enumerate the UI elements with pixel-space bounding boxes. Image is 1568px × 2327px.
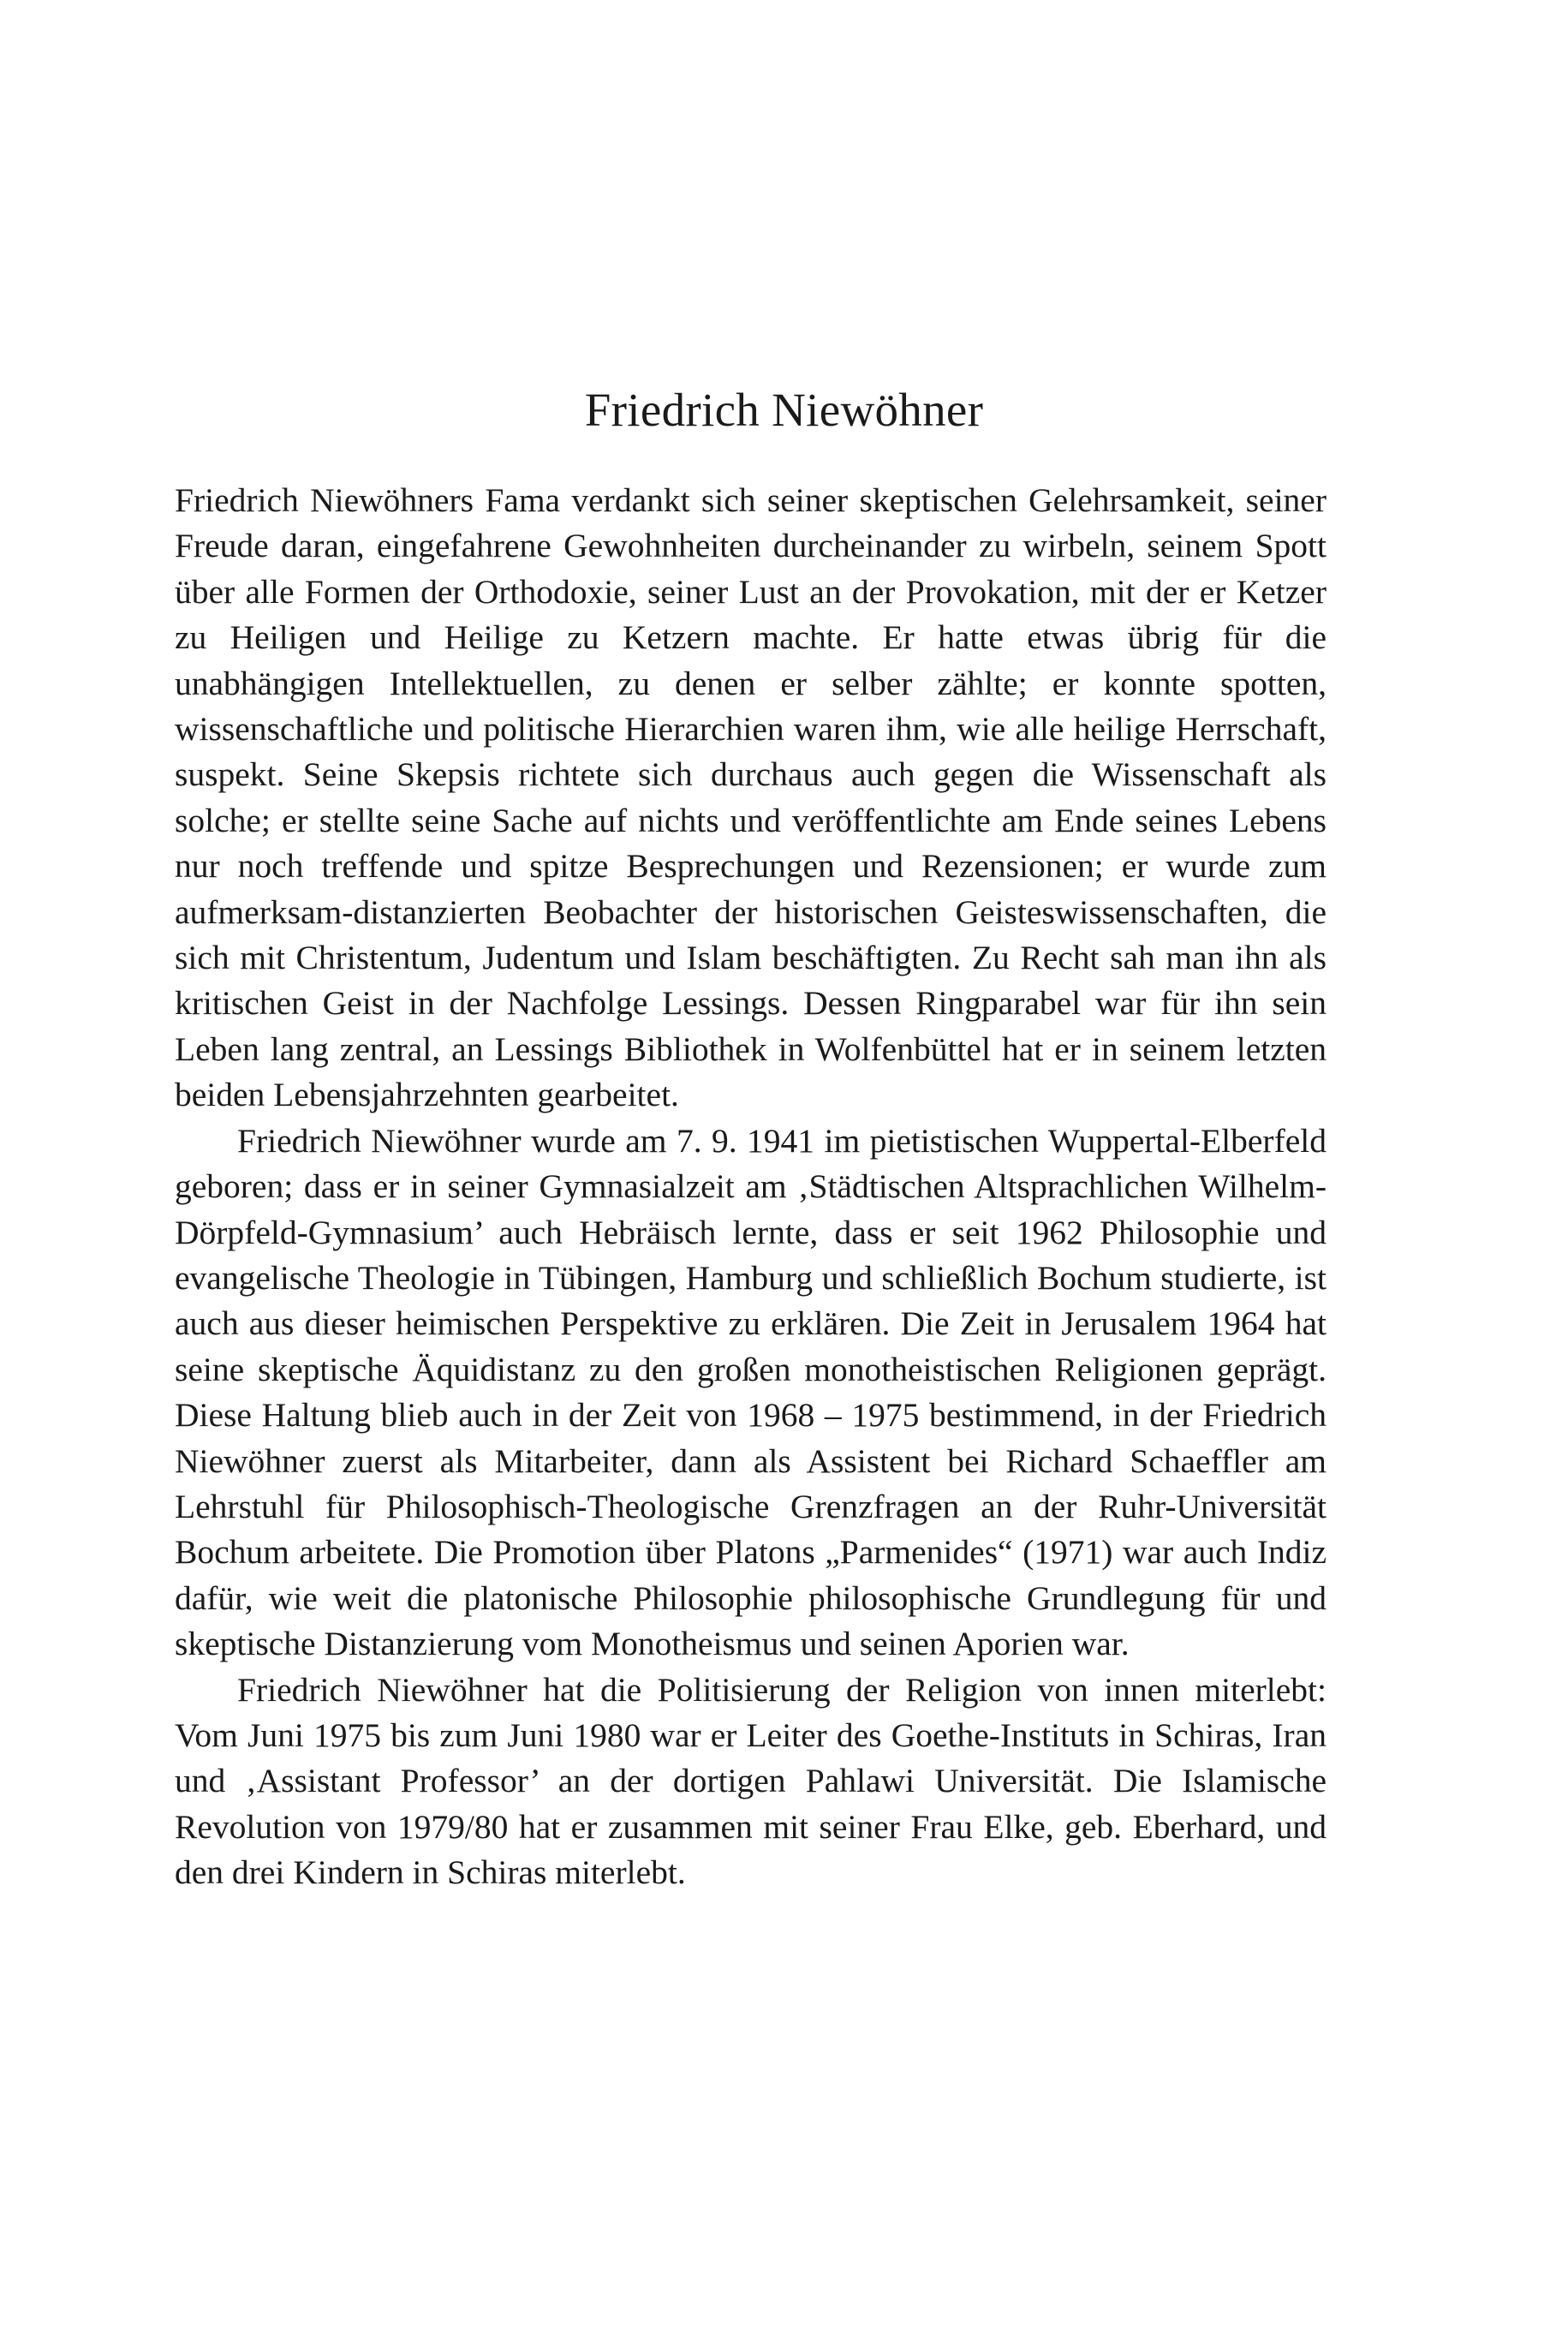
paragraph-1: Friedrich Niewöhners Fama verdankt sich seiner skeptischen Gelehrsamkeit, seiner Freude daran, eingefahrene Gewohnheiten durcheinander zu wirbeln, seinem Spott über alle Formen der Orthodoxie, seiner Lust an der Provokation, mit der er Ketzer zu Heiligen und Heilige zu Ketzern machte. Er hatte etwas übrig für die unabhängigen Intellektuellen, zu denen er selber zählte; er konnte spotten, wissenschaftliche und politische Hierarchien waren ihm, wie alle heilige Herrschaft, suspekt. Seine Skepsis richtete sich durchaus auch gegen die Wissenschaft als solche; er stellte seine Sache auf nichts und veröffentlichte am Ende seines Lebens nur noch treffende und spitze Besprechungen und Rezensionen; er wurde zum aufmerksam-distanzierten Beobachter der historischen Geisteswissenschaften, die sich mit Christentum, Judentum und Islam beschäftigten. Zu Recht sah man ihn als kritischen Geist in der Nachfolge Lessings. Dessen Ringparabel war für ihn sein Leben lang zentral, an Lessings Bibliothek in Wolfenbüttel hat er in seinem letzten beiden Lebensjahrzehnten gearbeitet.: [175, 481, 1327, 1114]
paragraph-2: Friedrich Niewöhner wurde am 7. 9. 1941 im pietistischen Wuppertal-Elberfeld geboren; dass er in seiner Gymnasialzeit am ‚Städtischen Altsprachlichen Wilhelm-Dörpfeld-Gymnasium’ auch Hebräisch lernte, dass er seit 1962 Philosophie und evangelische Theologie in Tübingen, Hamburg und schließlich Bochum studierte, ist auch aus dieser heimischen Perspektive zu erklären. Die Zeit in Jerusalem 1964 hat seine skeptische Äquidistanz zu den großen monotheistischen Religionen geprägt. Diese Haltung blieb auch in der Zeit von 1968 – 1975 bestimmend, in der Friedrich Niewöhner zuerst als Mitarbeiter, dann als Assistent bei Richard Schaeffler am Lehrstuhl für Philosophisch-Theologische Grenzfragen an der Ruhr-Universität Bochum arbeitete. Die Promotion über Platons „Parmenides“ (1971) war auch Indiz dafür, wie weit die platonische Philosophie philosophische Grundlegung für und skeptische Distanzierung vom Monotheismus und seinen Aporien war.: [175, 1121, 1327, 1663]
paragraph-3: Friedrich Niewöhner hat die Politisierung der Religion von innen miterlebt: Vom Juni 1975 bis zum Juni 1980 war er Leiter des Goethe-Instituts in Schiras, Iran und ‚Assistant Professor’ an der dortigen Pahlawi Universität. Die Islamische Revolution von 1979/80 hat er zusammen mit seiner Frau Elke, geb. Eberhard, und den drei Kindern in Schiras miterlebt.: [175, 1670, 1327, 1892]
page-title: Friedrich Niewöhner: [584, 384, 984, 436]
body-text: [175, 478, 1327, 1896]
